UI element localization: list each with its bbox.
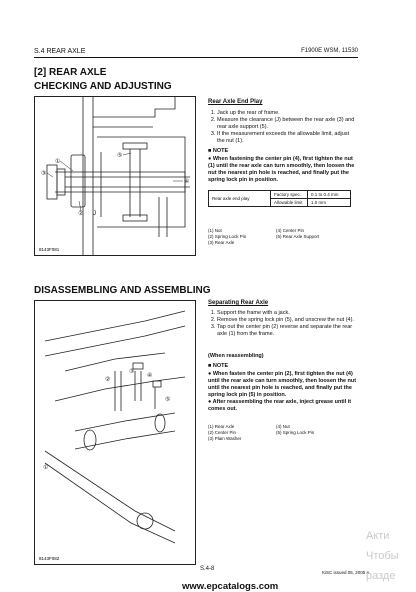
disassembling-heading: DISASSEMBLING AND ASSEMBLING [34,285,211,296]
spec-factory-value: 0.1 to 0.4 mm [308,191,351,199]
callout-3: ③ [41,171,47,177]
spec-allowable-value: 1.0 mm [308,199,351,207]
disassembling-steps [208,310,358,338]
disassembling-notes [208,371,358,413]
watermark-line: Акти [366,530,390,542]
page-number: S.4-8 [200,566,215,572]
spec-factory-label: Factory spec. [271,191,308,199]
checking-note: ● When fastening the center pin (4), first tighten the nut (1) until the rear axle can turn smoothly, then loosen the nut the nearest pin hole is reached, and finally put the spring lock pin in position. [208,156,355,183]
checking-step: 1. Jack up the rear of frame. [217,110,358,117]
checking-step: 2. Measure the clearance (J) between the rear axle (3) and rear axle support (5). [217,117,358,131]
section-title: [2] REAR AXLE [34,67,107,78]
legend-item: (4) Nut [276,424,290,429]
callout-4: ④ [147,373,153,379]
issued-note: KiSC issued 05, 2005 A [322,570,370,575]
figure-id: 8143F081 [39,247,60,252]
callout-1: ① [43,465,49,471]
header-rule [34,57,358,58]
rear-axle-exploded-drawing [35,301,195,564]
callout-5: ⑤ [165,397,171,403]
rear-axle-drawing [35,97,195,255]
rear-axle-end-play-figure [34,96,196,256]
callout-2: ② [78,211,84,217]
disassembling-subtitle: Separating Rear Axle [208,300,269,306]
watermark-line: Чтобы [366,550,399,562]
note-bullet: ● After reassembling the rear axle, inject grease until it comes out. [208,399,352,412]
note-label: NOTE [212,148,229,154]
legend-item: (5) Spring Lock Pin [276,430,315,435]
legend-item: (1) Rear Axle [208,424,235,429]
checking-legend [208,228,358,246]
legend-item: (3) Rear Axle [208,240,235,245]
checking-subtitle: Rear Axle End Play [208,99,263,105]
callout-1: ① [55,159,61,165]
callout-5: ⑤ [117,153,123,159]
legend-item: (4) Center Pin [276,228,305,233]
section-header: S.4 REAR AXLE [34,48,86,55]
disassembling-note-title: ■ NOTE [208,363,229,369]
model-header: F1900E WSM, 11530 [301,48,358,54]
note-label: NOTE [212,363,229,369]
spec-allowable-label: Allowable limit [271,199,308,207]
callout-2: ② [105,377,111,383]
when-reassembling: (When reassembling) [208,353,264,359]
legend-item: (5) Rear Axle Support [276,234,320,239]
disassembling-step: 3. Tap out the center pin (2) reverse and separate the rear axle (1) from the frame. [217,324,358,338]
checking-step: 3. If the measurement exceeds the allowable limit, adjust the nut (1). [217,131,358,145]
checking-note-text: When fastening the center pin (4), first tighten the nut (1) until the rear axle can turn smoothly, then loosen the nut the nearest pin hole is reached, and finally put the spring lock pin in position. [208,156,355,183]
checking-heading: CHECKING AND ADJUSTING [34,81,172,92]
callout-4: ④ [184,179,190,185]
spec-table-wrap [208,190,351,207]
figure-id: 8143F082 [39,556,60,561]
disassembling-step: 2. Remove the spring lock pin (5), and unscrew the nut (4). [217,317,358,324]
disassembling-step: 1. Support the frame with a jack. [217,310,358,317]
legend-item: (2) Spring Lock Pin [208,234,247,239]
legend-item: (3) Plain Washer [208,436,242,441]
disassembling-legend [208,424,358,442]
checking-steps [208,110,358,145]
note-bullet: ● When fasten the center pin (2), first tighten the nut (4) until the rear axle can turn smoothly, then loosen the nut until the nearest pin hole is reached, and finally put the spring lock pin (5) in position. [208,371,357,398]
separating-rear-axle-figure [34,300,196,565]
legend-item: (2) Center Pin [208,430,237,435]
checking-note-title: ■ NOTE [208,148,229,154]
callout-3: ③ [129,369,135,375]
site-watermark: www.epcatalogs.com [182,581,279,592]
callout-j: J [93,211,96,217]
spec-table [208,190,351,207]
legend-item: (1) Nut [208,228,222,233]
watermark-line: разде [366,570,396,582]
spec-item: Rear axle end play [209,191,271,207]
